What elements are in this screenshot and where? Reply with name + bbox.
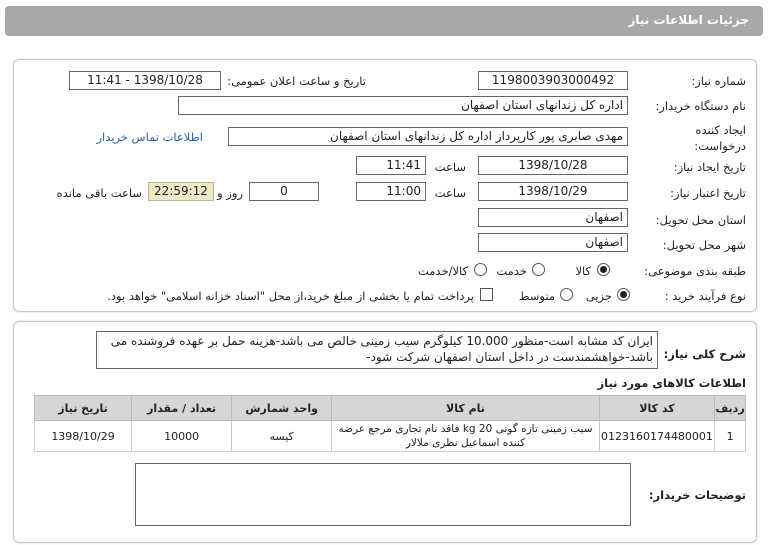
process-option-minor: جزیی [585,289,612,303]
category-radio-goods-service[interactable] [474,263,487,276]
need-number-label: شماره نیاز: [691,74,746,88]
remaining-label: ساعت باقی مانده [56,186,142,200]
summary-field: ایران کد مشابه است-منظور 10.000 کیلوگرم سیب زمینی خالص می باشد-هزینه حمل بر عهده فروشنده می باشد-خواهشمندست در داخل استان اصفهان شرکت شود- [96,331,658,369]
buyer-notes-field [135,463,631,526]
unit-cell: کیسه [232,421,332,452]
need-date-cell: 1398/10/29 [35,421,132,452]
buyer-notes-label: توضیحات خریدار: [648,488,746,502]
announce-label: تاریخ و ساعت اعلان عمومی: [227,74,366,88]
days-label: روز و [217,186,243,200]
items-table [34,395,746,452]
quantity-cell: 10000 [132,421,232,452]
validity-time-label: ساعت [434,186,466,200]
page-title: جزئیات اطلاعات نیاز [628,13,749,27]
process-radio-medium[interactable] [560,288,573,301]
buyer-contact-link[interactable]: اطلاعات تماس خریدار [96,130,203,144]
item-name-cell: سیب زمینی تازه گونی 20 kg فاقد نام تجاری مرجع عرضه کننده اسماعیل نظری ملالار [332,421,600,452]
creator-field: مهدی صابری پور کارپرداز اداره کل زندانهای استان اصفهان [228,127,628,146]
announce-field: 1398/10/28 - 11:41 [69,71,221,90]
column-header: ردیف [715,396,746,421]
category-radio-service[interactable] [532,263,545,276]
column-header: نام کالا [332,396,600,421]
items-section-title: اطلاعات کالاهای مورد نیاز [597,376,746,390]
buyer-org-field: اداره کل زندانهای استان اصفهان [178,96,628,115]
category-radio-goods[interactable] [597,263,610,276]
process-option-medium: متوسط [518,289,555,303]
table-row [35,421,746,452]
buyer-org-label: نام دستگاه خریدار: [655,99,746,113]
row-index-cell: 1 [715,421,746,452]
need-number-field: 1198003903000492 [478,71,628,90]
province-label: استان محل تحویل: [655,213,746,227]
category-option-service: خدمت [496,264,527,278]
validity-date-field: 1398/10/29 [478,182,628,201]
need-details-panel [13,321,757,543]
column-header: واحد شمارش [232,396,332,421]
created-date-field: 1398/10/28 [478,156,628,175]
need-info-panel [13,59,757,312]
column-header: کد کالا [599,396,714,421]
remaining-days-field: 0 [249,182,319,201]
item-code-cell: 0123160174480001 [599,421,714,452]
column-header: تاریخ نیاز [35,396,132,421]
treasury-payment-note: پرداخت تمام یا بخشی از مبلغ خرید،از محل "اسناد خزانه اسلامی" خواهد بود. [107,289,474,303]
created-time-field: 11:41 [356,156,426,175]
page-header [5,6,763,36]
category-label: طبقه بندی موضوعی: [644,264,746,278]
summary-label: شرح کلی نیاز: [663,347,746,361]
category-option-goods-service: کالا/خدمت [417,264,468,278]
city-field: اصفهان [478,233,628,252]
validity-label: تاریخ اعتبار نیاز: [670,186,746,200]
validity-time-field: 11:00 [356,182,426,201]
remaining-time-field: 22:59:12 [148,182,214,201]
items-table-header [35,396,746,421]
treasury-payment-checkbox[interactable] [480,288,493,301]
creator-label: ایجاد کننده درخواست: [694,123,746,153]
column-header: تعداد / مقدار [132,396,232,421]
created-date-label: تاریخ ایجاد نیاز: [673,160,746,174]
process-label: نوع فرآیند خرید : [664,289,746,303]
category-option-goods: کالا [575,264,591,278]
created-time-label: ساعت [434,160,466,174]
province-field: اصفهان [478,208,628,227]
city-label: شهر محل تحویل: [662,238,746,252]
process-radio-minor[interactable] [617,288,630,301]
